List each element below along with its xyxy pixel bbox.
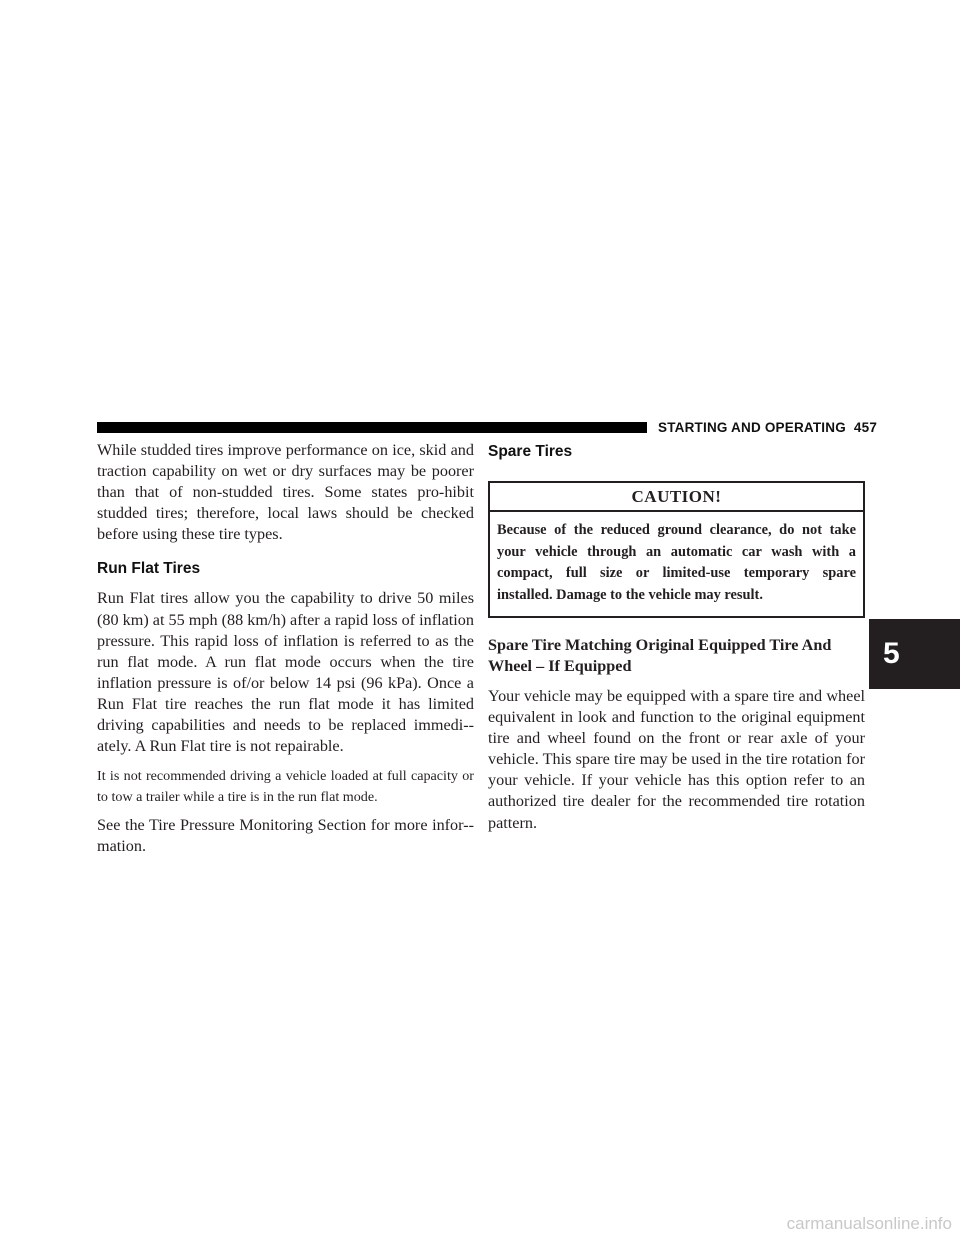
run-flat-heading: Run Flat Tires <box>97 560 201 578</box>
chapter-tab: 5 <box>869 619 960 689</box>
caution-box <box>488 481 865 618</box>
left-column <box>97 440 474 857</box>
caution-title: CAUTION! <box>490 483 863 512</box>
running-header <box>658 418 878 438</box>
spare-tires-heading: Spare Tires <box>488 443 573 460</box>
page-number: 457 <box>853 420 878 435</box>
spare-matching-heading: Spare Tire Matching Original Equipped Tire And Wheel – If Equipped <box>488 636 832 675</box>
towing-note: It is not recommended driving a vehicle loaded at full capacity or to tow a trailer while a tire is in the run flat mode. <box>97 768 474 806</box>
section-title: STARTING AND OPERATING <box>658 420 846 435</box>
watermark: carmanualsonline.info <box>786 1214 952 1233</box>
spare-matching-paragraph: Your vehicle may be equipped with a spare tire and wheel equivalent in look and function to the original equipment tire and wheel found on the front or rear axle of your vehicle. This spare tire may be used in the tire rotation for your vehicle. If your vehicle has this option refer to an authorized tire dealer for the recommended tire rotation pattern. <box>488 687 865 832</box>
studded-tires-paragraph: While studded tires improve performance on ice, skid and traction capability on wet or dry surfaces may be poorer than that of non-studded tires. Some states pro-hibit studded tires; therefore, local laws should be checked before using these tire types. <box>97 441 474 544</box>
run-flat-paragraph: Run Flat tires allow you the capability to drive 50 miles (80 km) at 55 mph (88 km/h) after a rapid loss of inflation pressure. This rapid loss of inflation is referred to as the run flat mode. A run flat mode occurs when the tire inflation pressure is of/or below 14 psi (96 kPa). Once a Run Flat tire reaches the run flat mode it has limited driving capabilities and needs to be replaced immedi-ately. A Run Flat tire is not repairable. <box>97 589 474 756</box>
header-rule <box>97 422 647 433</box>
caution-text: Because of the reduced ground clearance, do not take your vehicle through an automatic car wash with a compact, full size or limited-use temporary spare installed. Damage to the vehicle may result. <box>497 522 856 603</box>
right-column <box>488 440 865 834</box>
see-also-paragraph: See the Tire Pressure Monitoring Section for more infor-mation. <box>97 816 474 856</box>
